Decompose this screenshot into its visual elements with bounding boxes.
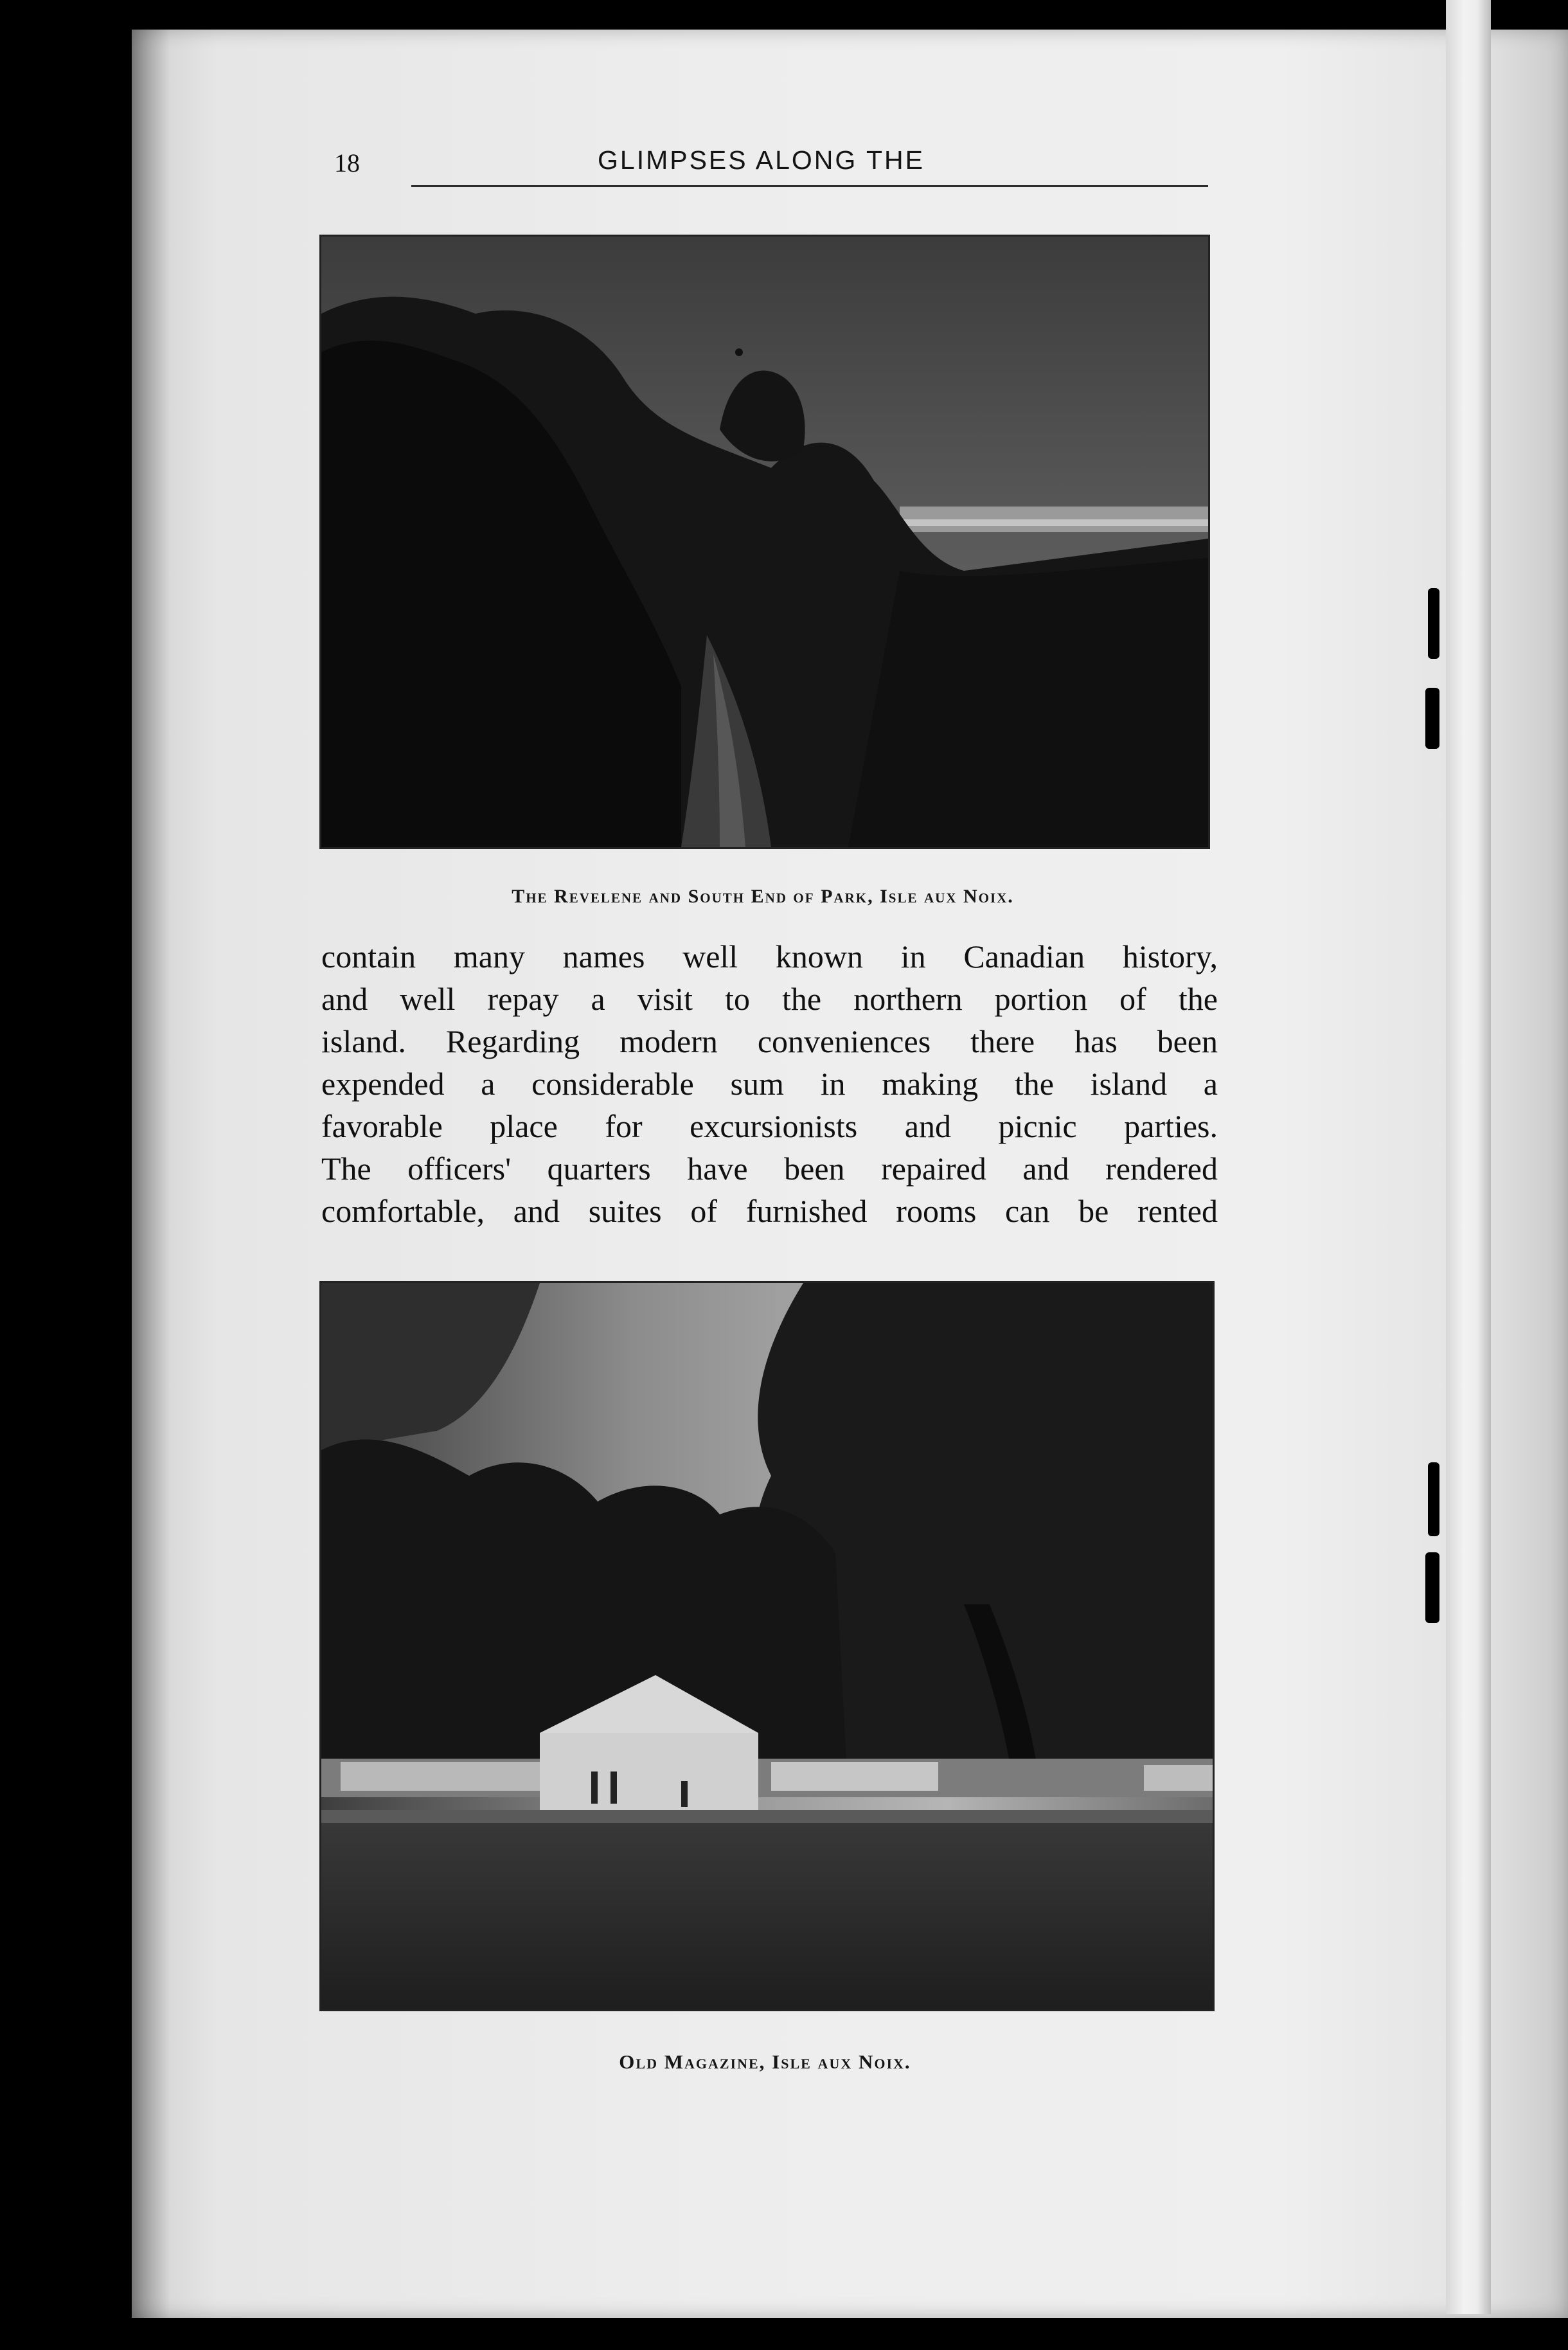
page-gutter-shadow [132,30,170,2318]
text-line: expended a considerable sum in making the island a [321,1066,1218,1102]
figure-caption: The Revelene and South End of Park, Isle aux Noix. [512,886,1014,907]
binding-mark [1425,1552,1439,1623]
binding-mark [1428,588,1439,659]
text-line: comfortable, and suites of furnished rooms can be rented [321,1193,1218,1229]
binding-mark [1428,1462,1439,1536]
photo-old-magazine-image [321,1283,1213,2009]
text-line: favorable place for excursionists and picnic parties. [321,1108,1218,1144]
photo-revelene-park-image [321,237,1208,847]
running-head [334,143,1208,188]
binding-mark [1425,688,1439,749]
running-title: GLIMPSES ALONG THE [598,145,925,175]
photo-revelene-park [319,235,1210,849]
facing-page-edge [1446,0,1491,2314]
figure-caption: Old Magazine, Isle aux Noix. [619,2050,911,2073]
page-number: 18 [334,148,360,177]
text-line: The officers' quarters have been repaired and rendered [321,1151,1218,1187]
text-line: contain many names well known in Canadian history, [321,938,1218,974]
body-text [321,935,1218,1232]
header-rule [411,185,1208,187]
text-line: island. Regarding modern conveniences there has been [321,1023,1218,1059]
photo-old-magazine [319,1281,1215,2011]
text-line: and well repay a visit to the northern portion of the [321,981,1218,1017]
